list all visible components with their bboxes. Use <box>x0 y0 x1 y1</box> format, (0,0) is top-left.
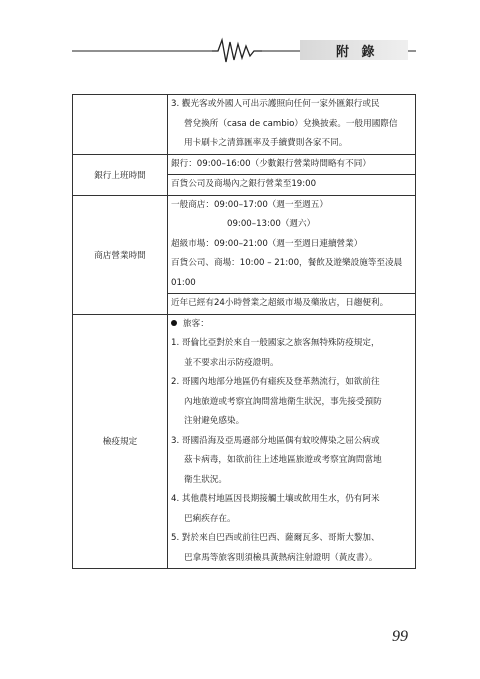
heartbeat-line-icon <box>0 36 480 66</box>
list-item-cont: 營兌換所（casa de cambio）兌換披索。一般用國際信 <box>184 118 398 129</box>
table-row <box>73 95 416 155</box>
row-label-empty <box>73 95 168 155</box>
table-row <box>73 195 416 314</box>
list-item-cont: 巴拿馬等旅客則須檢具黃熱病注射證明（黃皮書）。 <box>184 552 378 563</box>
list-item-cont: 並不要求出示防疫證明。 <box>184 357 279 368</box>
list-item: 3. 哥國沿海及亞馬遜部分地區偶有蚊咬傳染之屈公病或 <box>171 435 380 446</box>
store-hours-cell <box>168 195 416 314</box>
list-item: 2. 哥國內地部分地區仍有瘧疾及登革熱流行，如欲前往 <box>171 377 380 387</box>
list-item: 1. 哥倫比亞對於來自一般國家之旅客無特殊防疫規定， <box>171 338 380 348</box>
text-line: 百貨公司及商場內之銀行營業至19:00 <box>171 179 317 189</box>
row-label: 檢疫規定 <box>73 314 168 569</box>
page-number: 99 <box>392 628 408 645</box>
list-item: 3. 觀光客或外國人可出示護照向任何一家外匯銀行或民 <box>171 99 380 109</box>
list-item-cont: 茲卡病毒，如欲前往上述地區旅遊或考察宜詢問當地 <box>184 455 382 465</box>
bullet-line <box>171 315 412 335</box>
text-line: 近年已經有24小時營業之超級市場及藥妝店，日趨便利。 <box>171 298 389 308</box>
bullet-text: 旅客： <box>183 318 209 329</box>
info-table <box>72 94 416 569</box>
text-line: 超級市場：09:00–21:00（週一至週日連續營業） <box>171 238 363 249</box>
text-line: 百貨公司、商場：10:00 – 21:00，餐飲及遊樂設施等至凌晨 <box>171 258 403 268</box>
text-line: 09:00–13:00（週六） <box>227 219 316 229</box>
list-item: 5. 對於來自巴西或前往巴西、薩爾瓦多、哥斯大黎加、 <box>171 533 380 543</box>
section-badge <box>300 40 408 60</box>
list-item-cont: 巴痢疾存在。 <box>184 513 236 524</box>
list-item-cont: 用卡刷卡之清算匯率及手續費則各家不同。 <box>184 138 348 148</box>
bank-hours-cell <box>168 154 416 195</box>
list-item-cont: 內地旅遊或考察宜詢問當地衛生狀況，事先接受預防 <box>184 396 382 407</box>
list-item-cont: 注射避免感染。 <box>184 416 245 426</box>
table-row <box>73 154 416 195</box>
list-item: 4. 其他農村地區因長期接觸土壤或飲用生水，仍有阿米 <box>171 494 380 504</box>
row-label: 商店營業時間 <box>73 195 168 314</box>
quarantine-cell <box>168 314 416 569</box>
text-line: 一般商店：09:00–17:00（週一至週五） <box>171 199 328 210</box>
list-item-cont: 衛生狀況。 <box>184 474 227 485</box>
text-line: 銀行：09:00–16:00（少數銀行營業時間略有不同） <box>171 158 371 169</box>
table-row <box>73 314 416 569</box>
row-label: 銀行上班時間 <box>73 154 168 195</box>
section-title: 附 錄 <box>336 45 379 60</box>
page-header <box>0 36 480 66</box>
text-line: 01:00 <box>171 277 196 288</box>
exchange-cell <box>168 95 416 155</box>
bullet-icon <box>171 320 177 326</box>
